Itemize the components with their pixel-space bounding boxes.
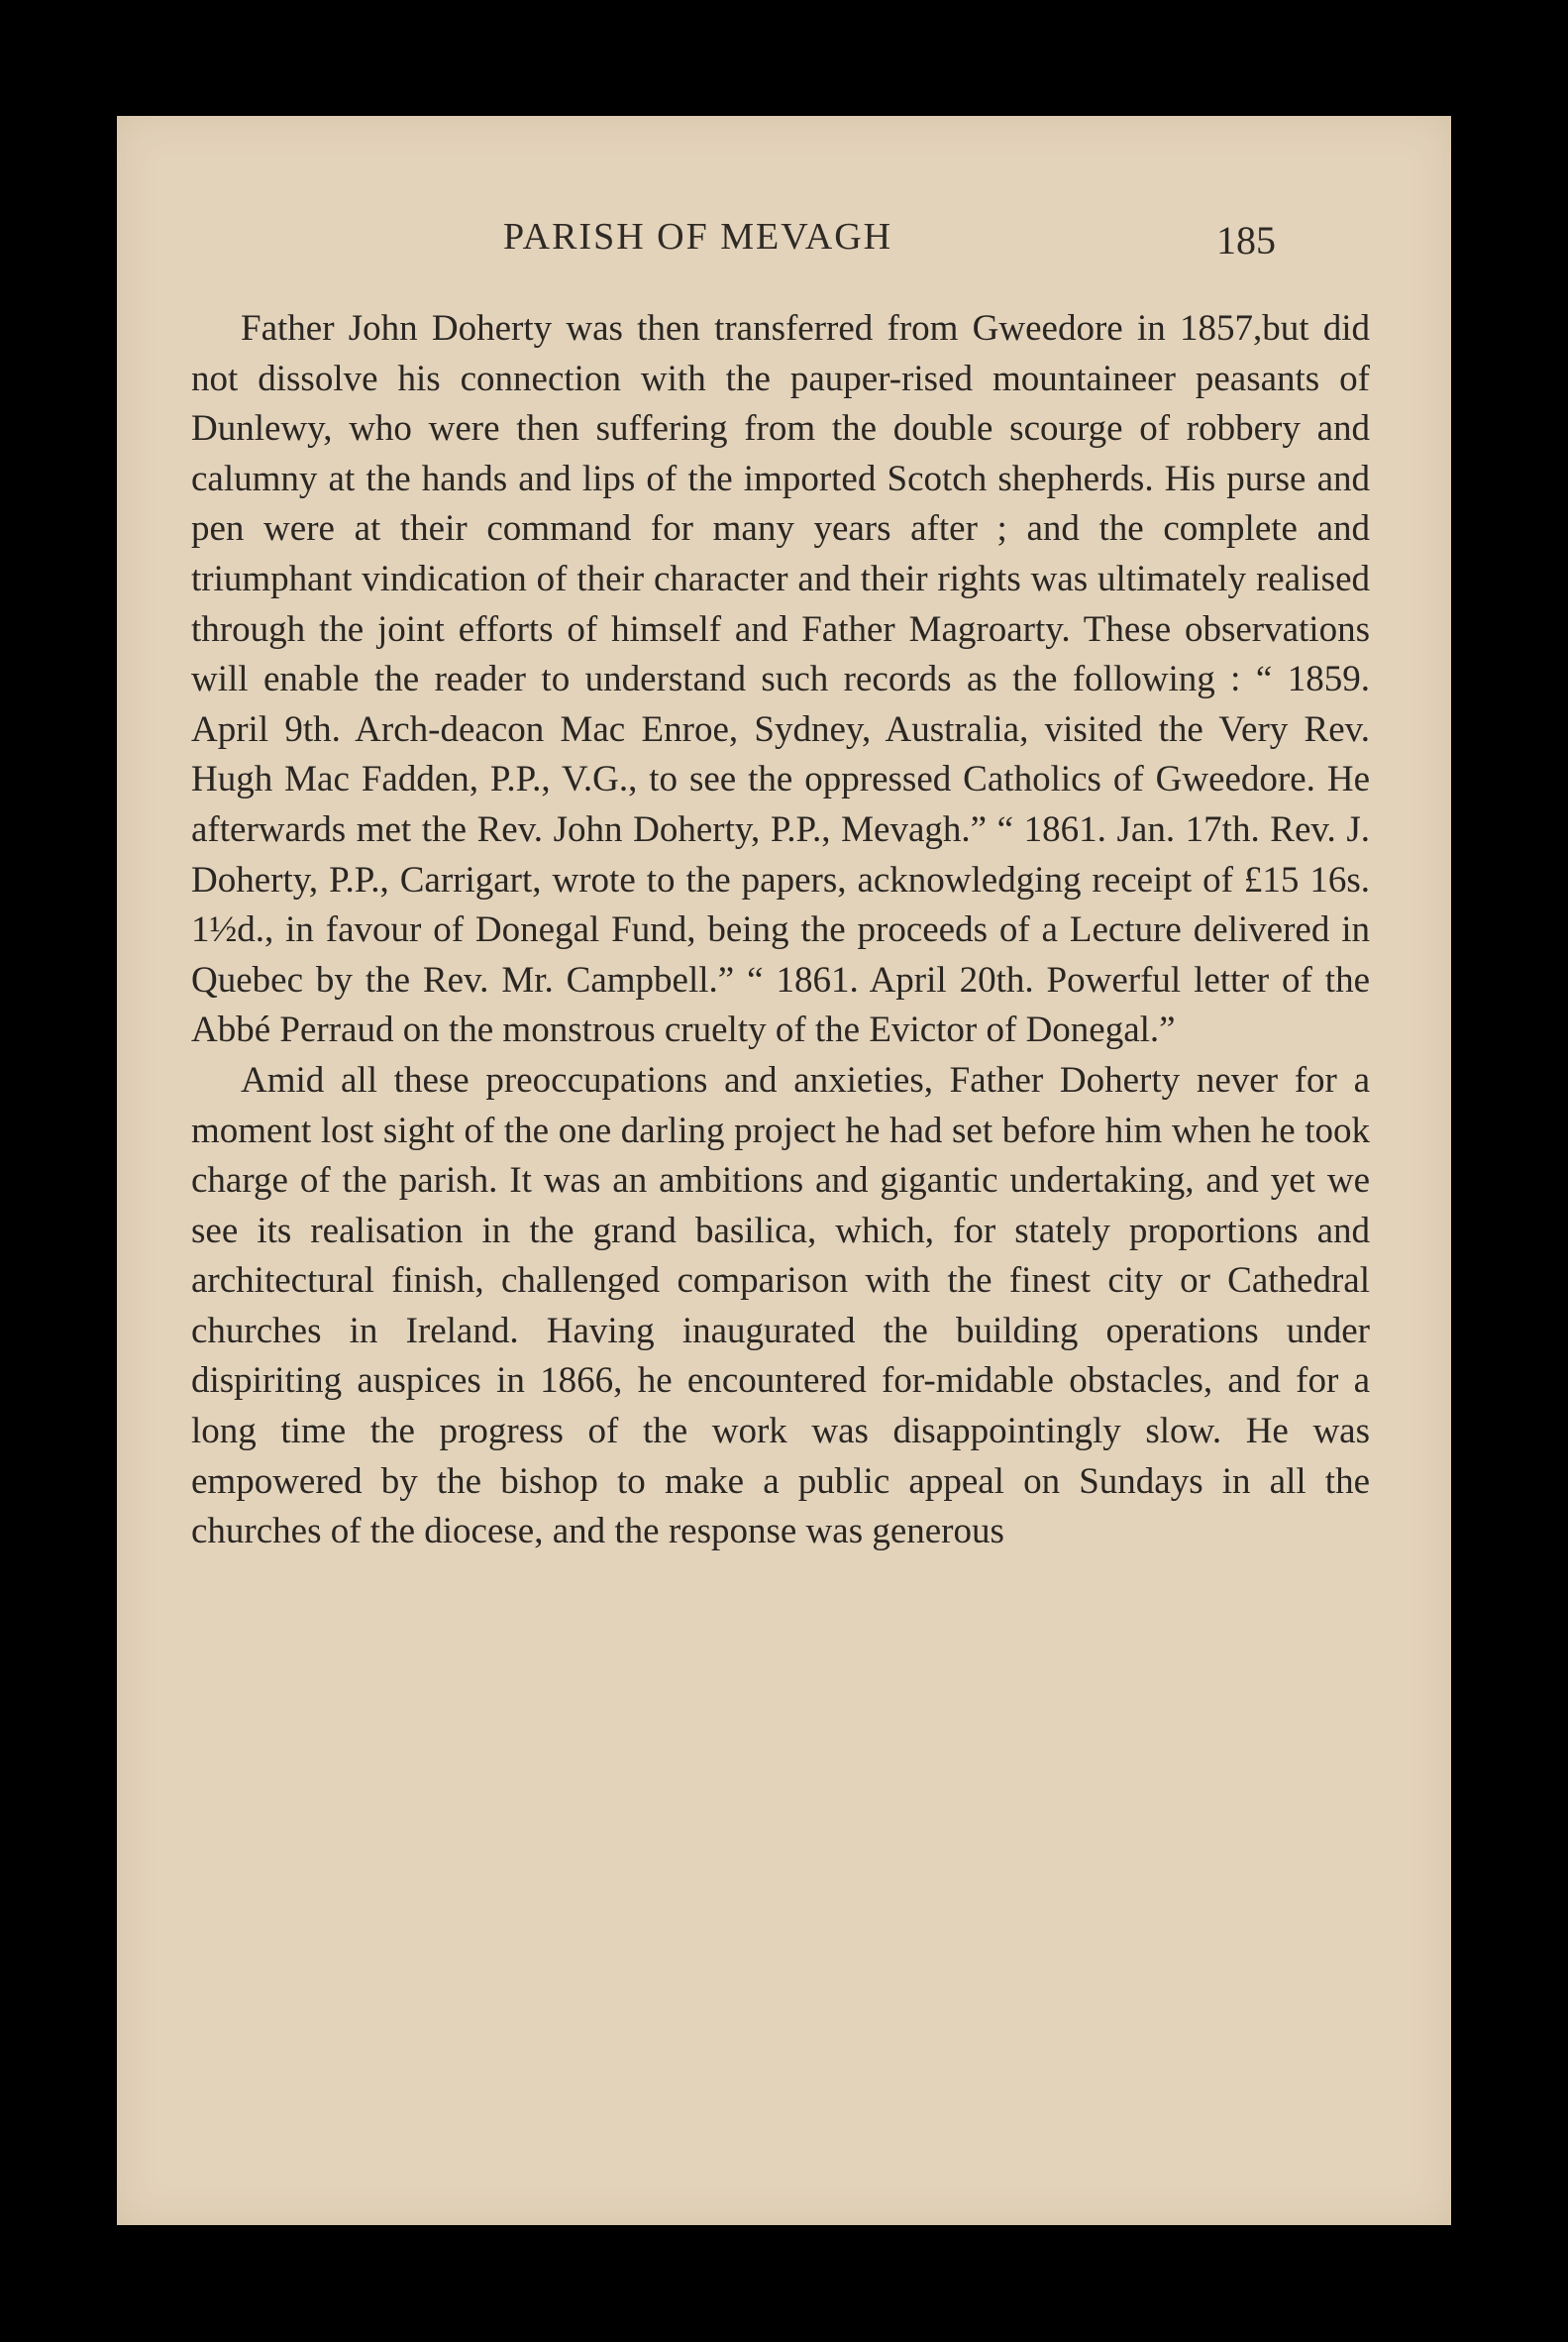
page-header: [117, 215, 1451, 274]
page-number: 185: [1216, 218, 1276, 263]
paragraph: Father John Doherty was then transferred from Gweedore in 1857,but did not dissolve his connection with the pauper-rised mountaineer peasants of Dunlewy, who were then suffering from the double scourge of robbery and calumny at the hands and lips of the imported Scotch shepherds. His purse and pen were at their command for many years after ; and the complete and triumphant vindication of their character and their rights was ultimately realised through the joint efforts of himself and Father Magroarty. These observations will enable the reader to understand such records as the following : “ 1859. April 9th. Arch-deacon Mac Enroe, Sydney, Australia, visited the Very Rev. Hugh Mac Fadden, P.P., V.G., to see the oppressed Catholics of Gweedore. He afterwards met the Rev. John Doherty, P.P., Mevagh.” “ 1861. Jan. 17th. Rev. J. Doherty, P.P., Carrigart, wrote to the papers, acknowledging receipt of £15 16s. 1½d., in favour of Donegal Fund, being the proceeds of a Lecture delivered in Quebec by the Rev. Mr. Campbell.” “ 1861. April 20th. Powerful letter of the Abbé Perraud on the monstrous cruelty of the Evictor of Donegal.”: [191, 308, 1370, 1051]
body-text: [191, 304, 1370, 1557]
book-page: [117, 116, 1451, 2225]
running-title: PARISH OF MEVAGH: [503, 216, 893, 258]
paragraph: Amid all these preoccupations and anxieties, Father Doherty never for a moment lost sight of the one darling project he had set before him when he took charge of the parish. It was an ambitions and gigantic undertaking, and yet we see its realisation in the grand basilica, which, for stately proportions and architectural finish, challenged comparison with the finest city or Cathedral churches in Ireland. Having inaugurated the building operations under dispiriting auspices in 1866, he encountered for-midable obstacles, and for a long time the progress of the work was disappointingly slow. He was empowered by the bishop to make a public appeal on Sundays in all the churches of the diocese, and the response was generous: [191, 1059, 1370, 1552]
